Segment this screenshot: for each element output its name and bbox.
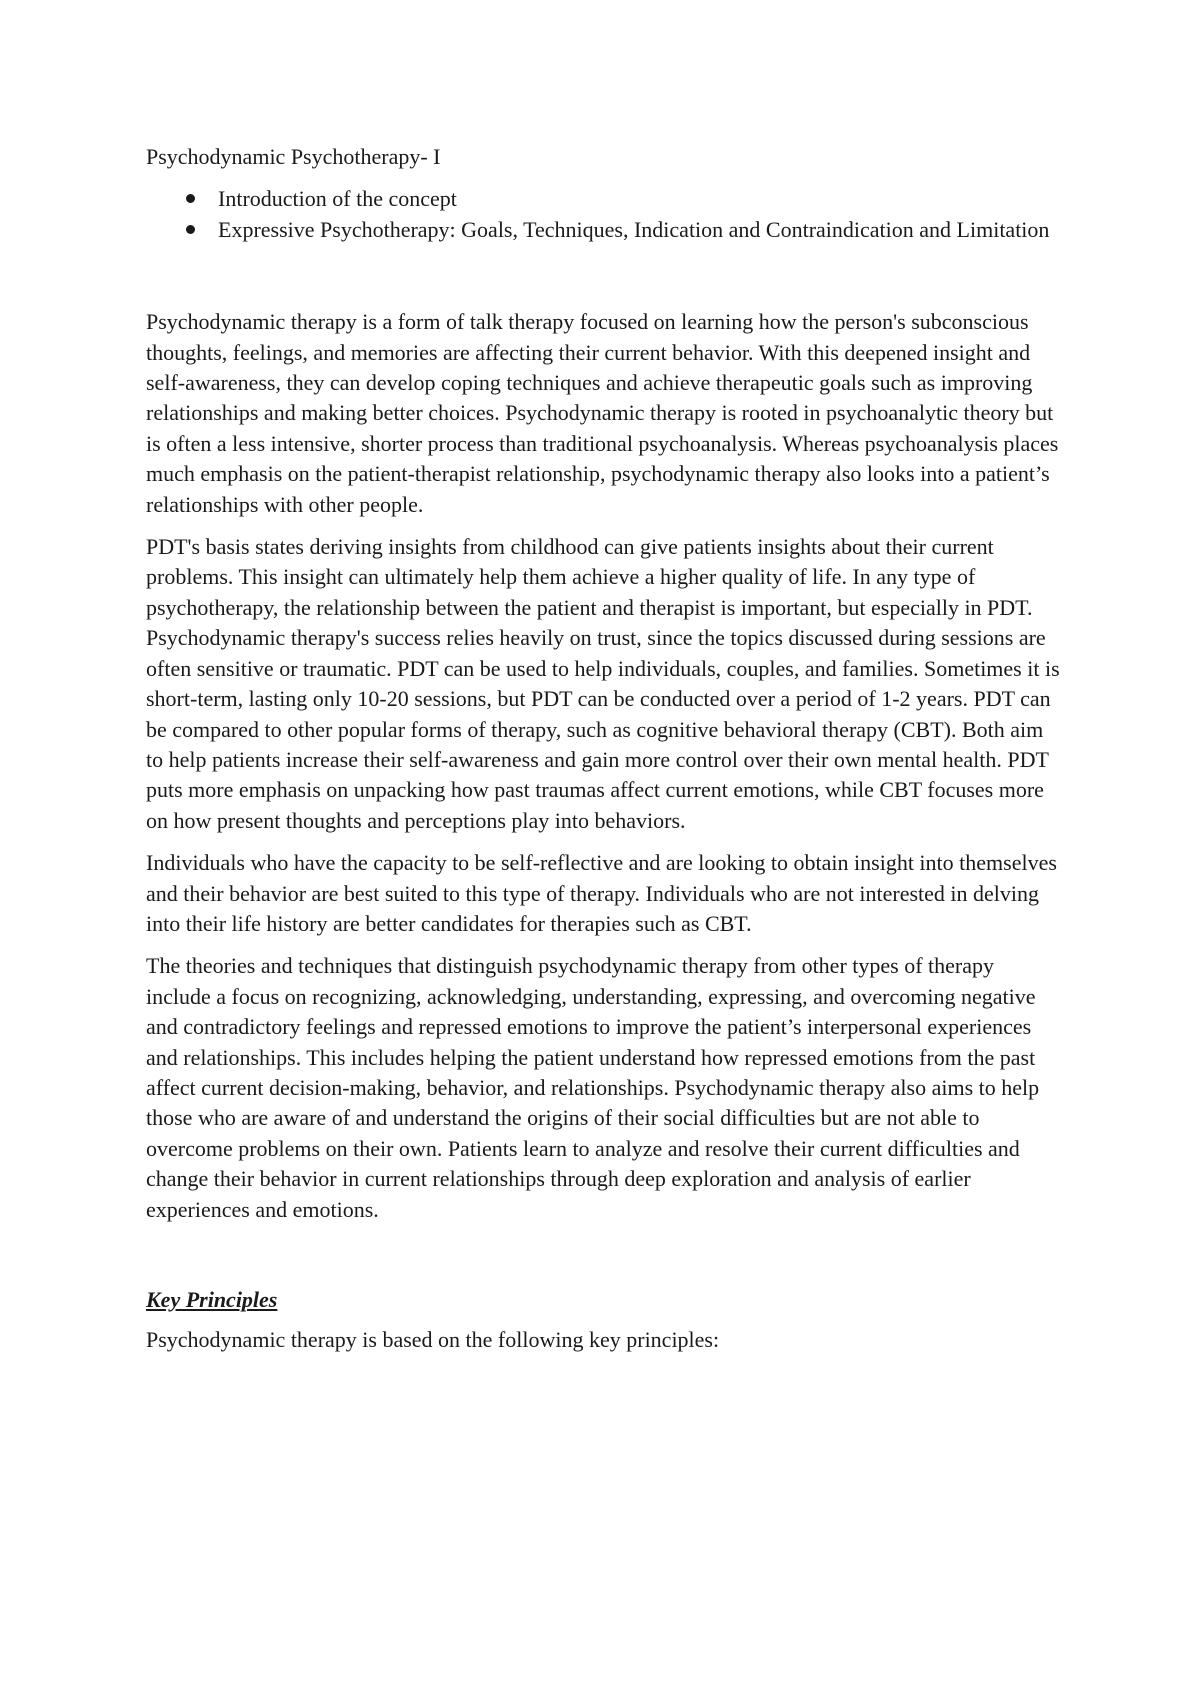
bullet-icon [186,225,195,234]
document-page [146,142,1064,1368]
paragraph-pdt-basis: PDT's basis states deriving insights from childhood can give patients insights about their current problems. This insight can ultimately help them achieve a higher quality of life. In any type of psychotherapy, the relationship between the patient and therapist is important, but especially in PDT. Psychodynamic therapy's success relies heavily on trust, since the topics discussed during sessions are often sensitive or traumatic. PDT can be used to help individuals, couples, and families. Sometimes it is short-term, lasting only 10-20 sessions, but PDT can be conducted over a period of 1-2 years. PDT can be compared to other popular forms of therapy, such as cognitive behavioral therapy (CBT). Both aim to help patients increase their self-awareness and gain more control over their own mental health. PDT puts more emphasis on unpacking how past traumas affect current emotions, while CBT focuses more on how present thoughts and perceptions play into behaviors. [146,534,1060,833]
spacer [146,245,1064,307]
topic-outline [146,184,1064,245]
paragraph-candidates: Individuals who have the capacity to be self-reflective and are looking to obtain insight into themselves and their behavior are best suited to this type of therapy. Individuals who are not interested in delving into their life history are better candidates for therapies such as CBT. [146,850,1057,936]
bullet-icon [186,194,195,203]
document-title: Psychodynamic Psychotherapy- I [146,144,441,169]
paragraph-intro: Psychodynamic therapy is a form of talk therapy focused on learning how the person's subconscious thoughts, feelings, and memories are affecting their current behavior. With this deepened insight and self-awareness, they can develop coping techniques and achieve therapeutic goals such as improving relationships and making better choices. Psychodynamic therapy is rooted in psychoanalytic theory but is often a less intensive, shorter process than traditional psychoanalysis. Whereas psychoanalysis places much emphasis on the patient-therapist relationship, psychodynamic therapy also looks into a patient’s relationships with other people. [146,309,1059,517]
outline-item-text: Introduction of the concept [218,186,457,212]
paragraph-theories: The theories and techniques that distinguish psychodynamic therapy from other types of therapy include a focus on recognizing, acknowledging, understanding, expressing, and overcoming negative and contradictory feelings and repressed emotions to improve the patient’s interpersonal experiences and relationships. This includes helping the patient understand how repressed emotions from the past affect current decision-making, behavior, and relationships. Psychodynamic therapy also aims to help those who are aware of and understand the origins of their social difficulties but are not able to overcome problems on their own. Patients learn to analyze and resolve their current difficulties and change their behavior in current relationships through deep exploration and analysis of earlier experiences and emotions. [146,953,1040,1222]
outline-item-text: Expressive Psychotherapy: Goals, Techniques, Indication and Contraindication and Limitation [218,216,1050,242]
section-intro: Psychodynamic therapy is based on the following key principles: [146,1327,720,1353]
outline-item [146,184,1064,214]
outline-item [146,215,1064,245]
section-heading-key-principles: Key Principles [146,1287,278,1312]
